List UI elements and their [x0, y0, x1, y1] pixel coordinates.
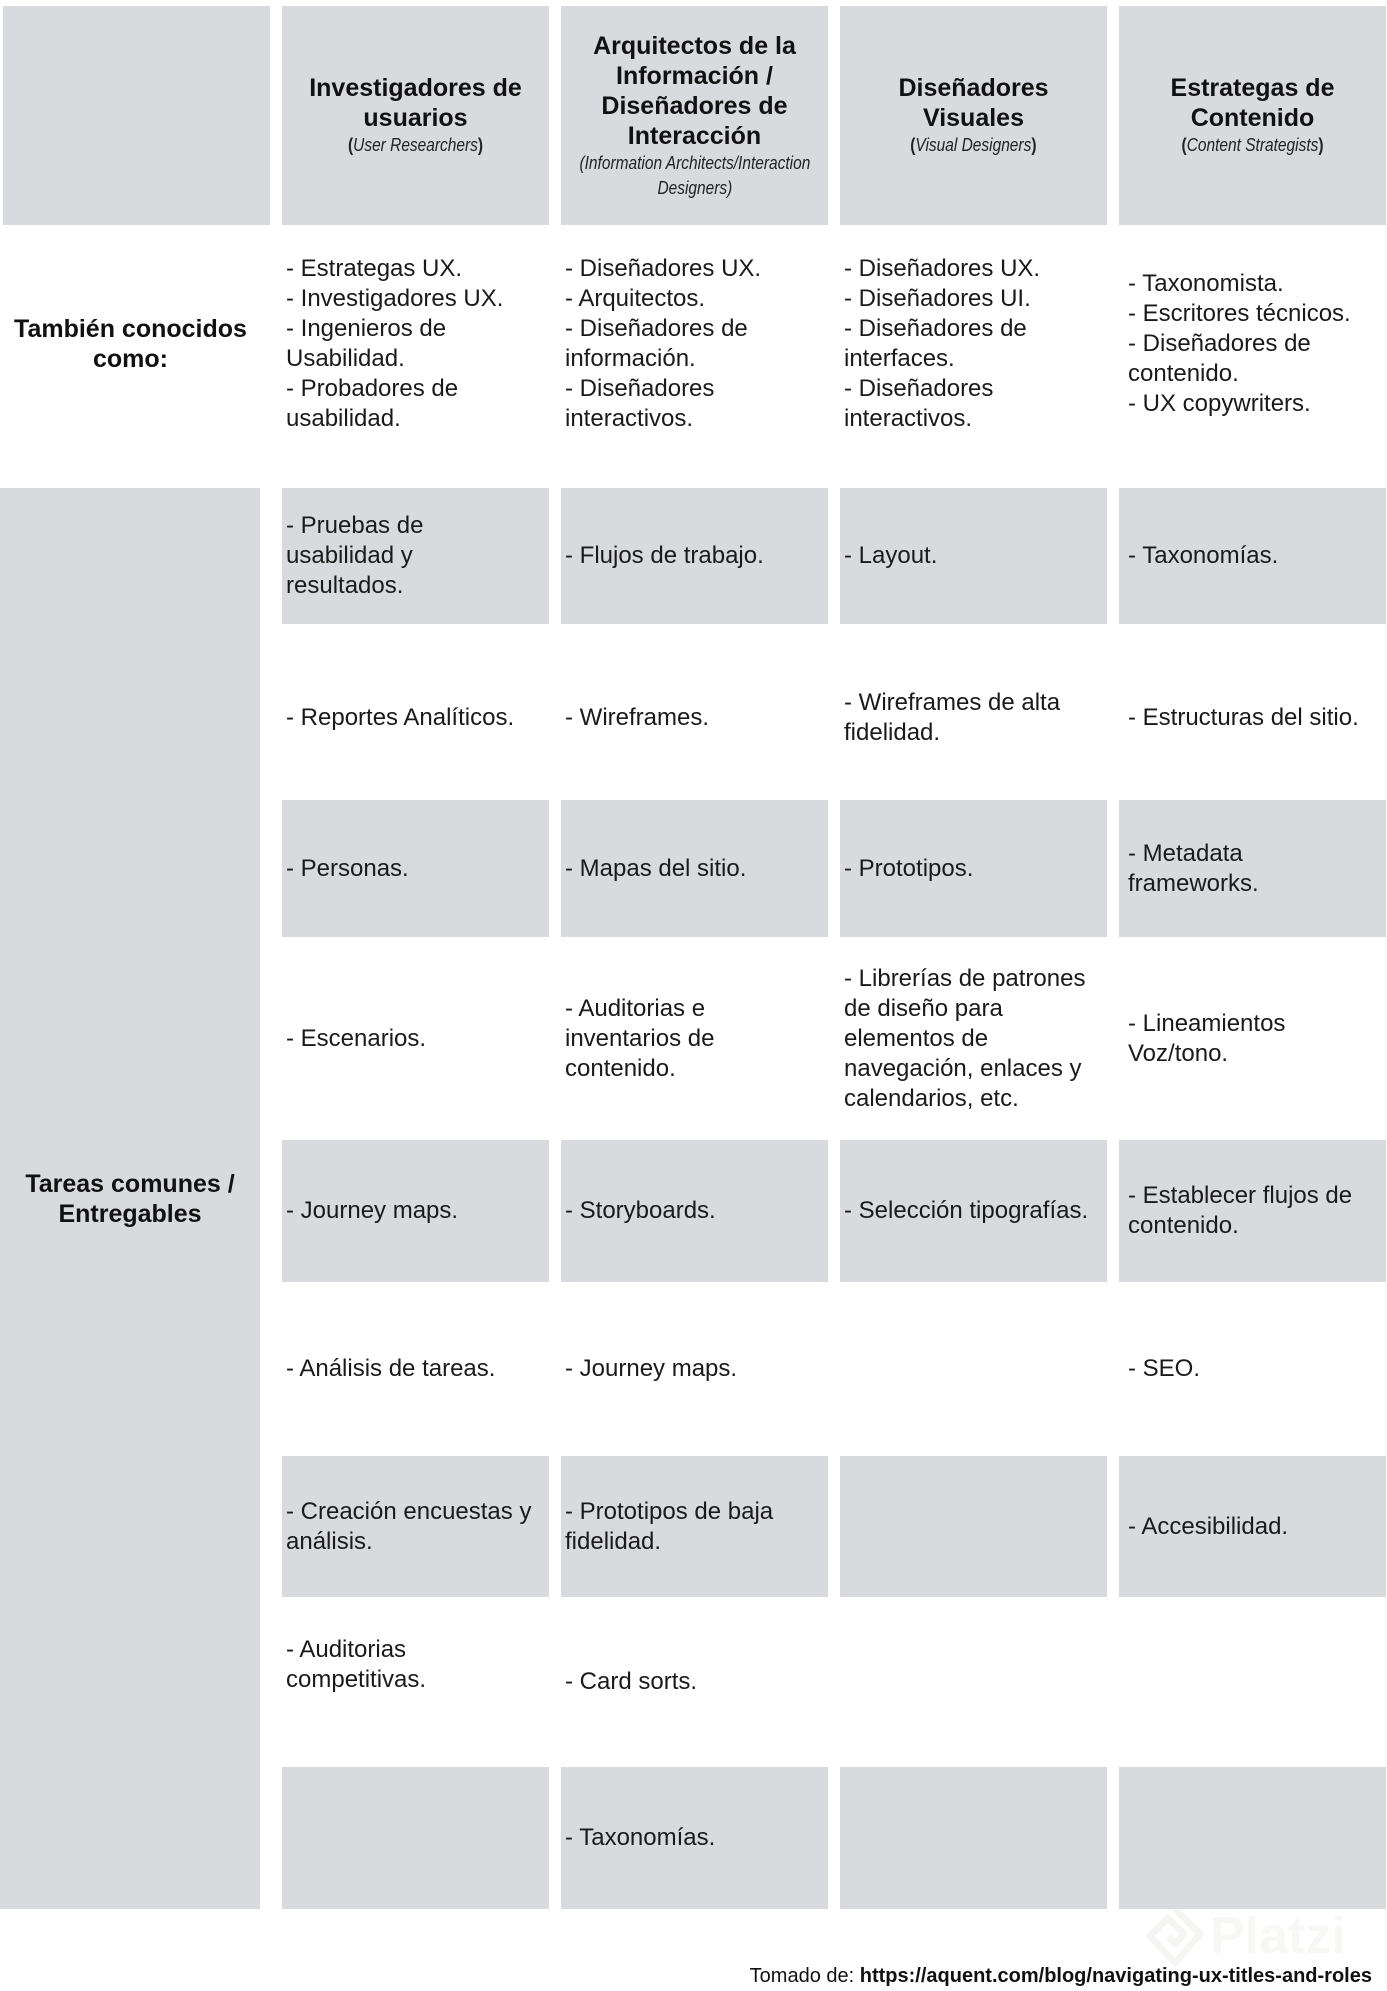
- header-title: Investigadores de usuarios: [309, 74, 522, 132]
- task-cell: [561, 1597, 828, 1767]
- task-cell: [840, 1767, 1107, 1909]
- header-information-architects: [561, 6, 828, 225]
- task-cell: [561, 1456, 828, 1597]
- aka-cell-content-strategists: [1124, 238, 1386, 450]
- header-subtitle: (Visual Designers): [910, 135, 1037, 155]
- task-cell-text: - Creación encuestas y análisis.: [286, 1497, 532, 1555]
- header-user-researchers: [282, 6, 549, 225]
- tasks-row-label: [0, 488, 260, 1909]
- task-cell-text: - Prototipos de baja fidelidad.: [565, 1497, 774, 1555]
- aka-cell-visual-designers: [840, 238, 1107, 450]
- task-cell-text: - Lineamientos Voz/tono.: [1128, 1009, 1286, 1067]
- task-cell: [1119, 488, 1386, 624]
- aka-cell-information-architects: [561, 238, 828, 450]
- aka-label-text: También conocidos como:: [14, 315, 247, 373]
- task-cell: [561, 800, 828, 937]
- platzi-wordmark: Platzi: [1210, 1907, 1346, 1965]
- task-cell: [282, 800, 549, 937]
- task-cell: [561, 1767, 828, 1909]
- header-corner-cell: [3, 6, 270, 225]
- task-cell-text: - Pruebas de usabilidad y resultados.: [286, 512, 424, 599]
- task-cell-text: - Layout.: [844, 542, 938, 569]
- aka-cell-text: - Estrategas UX. - Investigadores UX. - Ingenieros de Usabilidad. - Probadores de usabilidad.: [286, 255, 504, 432]
- aka-cell-text: - Diseñadores UX. - Diseñadores UI. - Diseñadores de interfaces. - Diseñadores interactivos.: [844, 255, 1041, 432]
- task-cell: [561, 1140, 828, 1282]
- task-cell: [282, 1597, 549, 1733]
- task-cell: [561, 1282, 828, 1456]
- task-cell-text: - Estructuras del sitio.: [1128, 704, 1359, 731]
- task-cell-text: - Wireframes.: [565, 704, 709, 731]
- header-visual-designers: [840, 6, 1107, 225]
- task-cell: [840, 636, 1107, 800]
- task-cell-text: - Escenarios.: [286, 1024, 427, 1052]
- task-cell-text: - Librerías de patrones de diseño para elementos de navegación, enlaces y calendarios, etc.: [844, 964, 1086, 1112]
- aka-cell-user-researchers: [282, 238, 549, 450]
- source-credit: [750, 1964, 1372, 1988]
- task-cell: [840, 937, 1107, 1140]
- task-cell: [282, 1767, 549, 1909]
- task-cell-text: - Card sorts.: [565, 1668, 698, 1695]
- source-prefix: Tomado de:: [749, 1965, 860, 1987]
- tasks-label-text: Tareas comunes / Entregables: [25, 1169, 235, 1228]
- task-cell: [561, 937, 828, 1140]
- task-cell: [1119, 1767, 1386, 1909]
- task-cell: [561, 636, 828, 800]
- task-cell-text: - Journey maps.: [286, 1197, 459, 1224]
- task-cell: [561, 488, 828, 624]
- platzi-watermark: [1146, 1905, 1346, 1967]
- header-subtitle: (Content Strategists): [1181, 135, 1324, 155]
- platzi-logo-icon: [1146, 1905, 1204, 1967]
- header-subtitle-text: User Researchers: [353, 135, 478, 155]
- task-cell-text: - SEO.: [1128, 1355, 1201, 1382]
- header-subtitle-text: Information Architects/Interaction Designers: [584, 152, 810, 198]
- task-cell-text: - Taxonomías.: [565, 1824, 716, 1851]
- task-cell: [282, 1282, 549, 1456]
- task-cell: [282, 636, 549, 800]
- task-cell-text: - Auditorias e inventarios de contenido.: [565, 994, 715, 1082]
- header-subtitle-text: Content Strategists: [1186, 135, 1319, 155]
- task-cell-text: - Prototipos.: [844, 854, 974, 882]
- task-cell: [840, 1282, 1107, 1456]
- aka-cell-text: - Taxonomista. - Escritores técnicos. - Diseñadores de contenido. - UX copywriters.: [1128, 270, 1351, 417]
- task-cell: [840, 800, 1107, 937]
- task-cell: [282, 1140, 549, 1282]
- task-cell-text: - Wireframes de alta fidelidad.: [844, 689, 1061, 746]
- aka-cell-text: - Diseñadores UX. - Arquitectos. - Diseñadores de información. - Diseñadores interactivos.: [565, 255, 762, 432]
- task-cell-text: - Journey maps.: [565, 1355, 738, 1382]
- task-cell-text: - Establecer flujos de contenido.: [1128, 1182, 1353, 1239]
- task-cell: [282, 937, 549, 1140]
- task-cell: [840, 488, 1107, 624]
- task-cell: [282, 1456, 549, 1597]
- task-cell-text: - Auditorias competitivas.: [286, 1636, 427, 1693]
- task-cell-text: - Análisis de tareas.: [286, 1355, 496, 1382]
- task-cell-text: - Storyboards.: [565, 1197, 716, 1224]
- task-cell-text: - Metadata frameworks.: [1128, 839, 1259, 897]
- source-link[interactable]: https://aquent.com/blog/navigating-ux-titles-and-roles: [859, 1965, 1372, 1987]
- task-cell: [282, 488, 549, 624]
- task-cell: [840, 1140, 1107, 1282]
- header-content-strategists: [1119, 6, 1386, 225]
- task-cell-text: - Selección tipografías.: [844, 1197, 1089, 1224]
- header-title: Arquitectos de la Información / Diseñadores de Interacción: [593, 31, 796, 150]
- header-subtitle: (User Researchers): [347, 135, 484, 155]
- task-cell-text: - Accesibilidad.: [1128, 1512, 1289, 1540]
- task-cell: [1119, 1282, 1386, 1456]
- task-cell: [1119, 636, 1386, 800]
- task-cell-text: - Flujos de trabajo.: [565, 542, 764, 569]
- task-cell-text: - Mapas del sitio.: [565, 854, 747, 882]
- task-cell: [1119, 937, 1386, 1140]
- task-cell: [840, 1456, 1107, 1597]
- task-cell-text: - Personas.: [286, 854, 409, 882]
- header-subtitle-text: Visual Designers: [915, 135, 1032, 155]
- header-title: Diseñadores Visuales: [898, 74, 1049, 132]
- task-cell: [1119, 800, 1386, 937]
- task-cell: [1119, 1456, 1386, 1597]
- task-cell: [1119, 1597, 1386, 1767]
- header-subtitle: (Information Architects/Interaction Designers): [579, 152, 810, 198]
- header-title: Estrategas de Contenido: [1170, 74, 1335, 132]
- task-cell-text: - Reportes Analíticos.: [286, 704, 515, 731]
- aka-row-label: [3, 238, 258, 450]
- task-cell: [1119, 1140, 1386, 1282]
- task-cell-text: - Taxonomías.: [1128, 542, 1279, 569]
- task-cell: [840, 1597, 1107, 1767]
